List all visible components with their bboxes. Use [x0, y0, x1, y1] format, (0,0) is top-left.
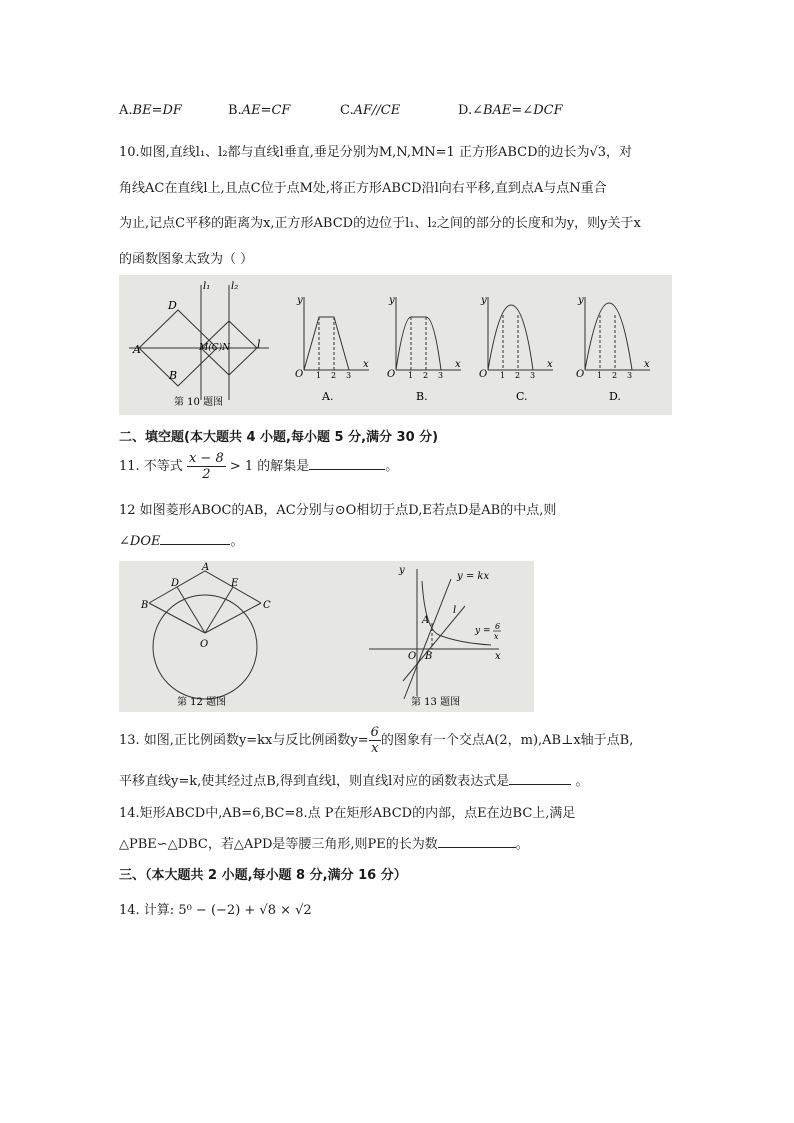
fig13-label-inv-den: x [494, 632, 499, 641]
graph-d-t2: 2 [612, 371, 618, 380]
graph-b-t3: 3 [438, 371, 444, 380]
label-l2: l₂ [231, 281, 239, 292]
graph-b-t1: 1 [408, 371, 414, 380]
graph-c [488, 297, 553, 370]
fig13-label-o: O [408, 651, 417, 662]
q13-line2: 平移直线y=k,使其经过点B,得到直线l，则直线l对应的函数表达式是 。 [119, 774, 589, 789]
graph-d-t1: 1 [597, 371, 603, 380]
q14-answer-blank[interactable] [438, 835, 516, 848]
q12-line2: ∠DOE 。 [119, 534, 244, 549]
graph-c-t1: 1 [500, 371, 506, 380]
fig12-label-d: D [171, 578, 180, 589]
graph-a-y: y [297, 295, 303, 306]
figure-10-svg [119, 275, 672, 415]
q9-option-a: A.BE=DF [119, 103, 182, 118]
figure-12 [149, 571, 261, 699]
graph-d-label: D. [609, 390, 621, 403]
graph-c-t2: 2 [515, 371, 521, 380]
graph-a-label: A. [322, 390, 334, 403]
graph-b-label: B. [416, 390, 428, 403]
q11-suffix: > 1 的解集是 [229, 459, 310, 474]
q9-option-b: B.AE=CF [228, 103, 291, 118]
q13-line1: 13. 如图,正比例函数y=kx与反比例函数y= $\frac{6}{x}$ 的图象有一个交点A(2，m),AB⊥x轴于点B, [119, 725, 634, 756]
label-d: D [168, 299, 177, 312]
figure-10 [119, 275, 672, 415]
fig13-label-inv: y = [475, 626, 491, 636]
graph-d-x: x [644, 359, 650, 370]
q11-answer-blank[interactable] [309, 457, 385, 470]
graph-d-y: y [578, 295, 584, 306]
graph-c-y: y [481, 295, 487, 306]
label-b: B [169, 369, 178, 382]
q11-prefix: 11. 不等式 [119, 459, 183, 474]
graph-b-x: x [455, 359, 461, 370]
label-l1: l₁ [203, 281, 211, 292]
q12-answer-blank[interactable] [160, 532, 230, 545]
graph-a [304, 297, 369, 370]
q13-fraction: $\frac{6}{x}$ [370, 725, 379, 756]
fig13-label-kx: y = kx [457, 571, 490, 582]
graph-c-label: C. [516, 390, 528, 403]
graph-b-y: y [389, 295, 395, 306]
line-y-kx [404, 579, 451, 699]
fig13-label-y: y [399, 565, 405, 576]
graph-b-t2: 2 [423, 371, 429, 380]
graph-a-t3: 3 [346, 371, 352, 380]
fig12-label-a: A [202, 562, 210, 573]
q11: 11. 不等式 $\frac{x - 8}{2}$ > 1 的解集是 。 [119, 451, 399, 482]
fig13-label-b: B [425, 651, 433, 662]
fig12-label-b: B [141, 600, 149, 611]
fig13-label-a: A [422, 615, 430, 626]
label-mcn: M(C)N [199, 343, 230, 353]
section2-title: 二、填空题(本大题共 4 小题,每小题 5 分,满分 30 分) [119, 430, 439, 445]
graph-a-x: x [363, 359, 369, 370]
graph-b [396, 297, 461, 370]
graph-d-t3: 3 [627, 371, 633, 380]
q14b-calc: 14. 计算: 5⁰ − (−2) + √8 × √2 [119, 903, 312, 918]
q10-line3: 为止,记点C平移的距离为x,正方形ABCD的边位于l₁、l₂之间的部分的长度和为y，则y关于x [119, 216, 641, 231]
rhombus-top [149, 571, 261, 603]
q10-line4: 的函数图象太致为（ ） [119, 252, 254, 267]
figure-12-13-svg [119, 561, 534, 712]
q10-line1: 10.如图,直线l₁、l₂都与直线l垂直,垂足分别为M,N,MN=1 正方形ABCD的边长为√3，对 [119, 145, 633, 160]
fig12-label-c: C [263, 600, 271, 611]
fig12-label-o: O [200, 639, 209, 650]
line-l [403, 606, 465, 681]
q14-line1: 14.矩形ABCD中,AB=6,BC=8.点 P在矩形ABCD的内部，点E在边BC上,满足 [119, 806, 576, 821]
graph-d-o: O [576, 369, 585, 380]
label-a: A [133, 343, 141, 356]
graph-c-x: x [547, 359, 553, 370]
q13-answer-blank[interactable] [509, 772, 571, 785]
figure-10-caption: 第 10 题图 [174, 397, 224, 408]
section3-title: 三、（本大题共 2 小题,每小题 8 分,满分 16 分） [119, 868, 407, 883]
q14-line2: △PBE∽△DBC，若△APD是等腰三角形,则PE的长为数 。 [119, 837, 529, 852]
graph-a-o: O [295, 369, 304, 380]
graph-b-o: O [387, 369, 396, 380]
fig13-label-inv-num: 6 [495, 622, 501, 631]
label-l: l [257, 338, 261, 351]
graph-c-o: O [479, 369, 488, 380]
graph-c-t3: 3 [530, 371, 536, 380]
graph-a-t2: 2 [331, 371, 337, 380]
q12-line1: 12 如图菱形ABOC的AB，AC分别与⊙O相切于点D,E若点D是AB的中点,则 [119, 503, 557, 518]
figure-13-caption: 第 13 题图 [411, 697, 461, 708]
q11-fraction: $\frac{x - 8}{2}$ [188, 451, 224, 482]
figure-12-caption: 第 12 题图 [177, 697, 227, 708]
graph-a-t1: 1 [316, 371, 322, 380]
q10-line2: 角线AC在直线l上,且点C位于点M处,将正方形ABCD沿l向右平移,直到点A与点N重合 [119, 181, 607, 196]
fig13-label-l: l [453, 605, 457, 616]
q9-option-d: D.∠BAE=∠DCF [458, 103, 563, 118]
graph-d [585, 297, 650, 370]
q9-option-c: C.AF//CE [340, 103, 401, 118]
fig13-label-x: x [495, 651, 501, 662]
fig12-label-e: E [231, 578, 239, 589]
figure-12-13 [119, 561, 534, 712]
